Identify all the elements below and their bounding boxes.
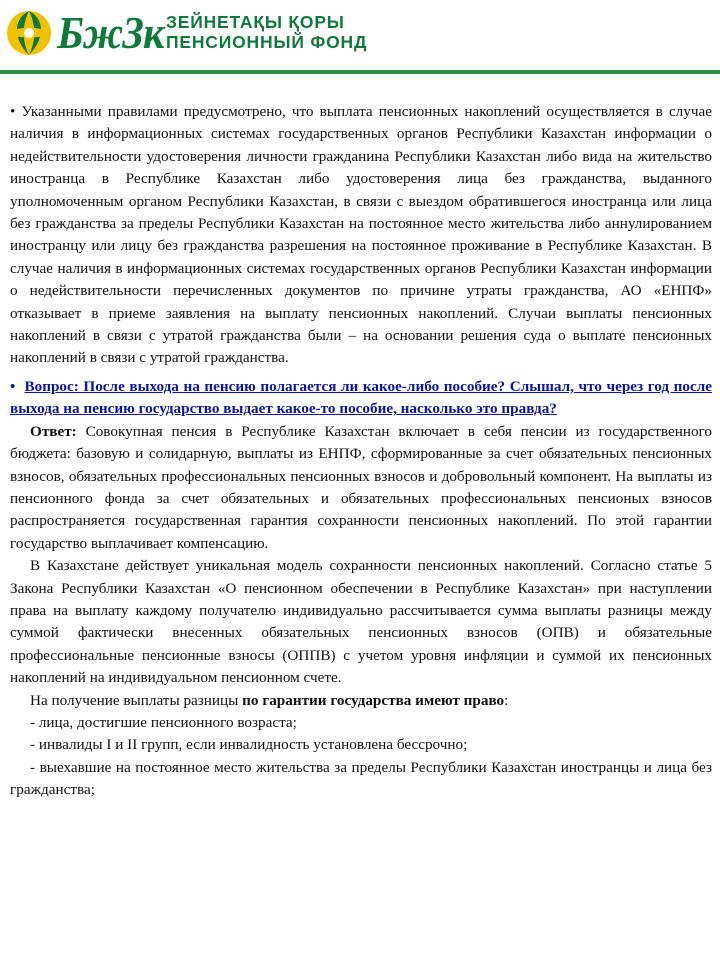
paragraph-rules bbox=[10, 101, 712, 370]
question-paragraph bbox=[10, 376, 712, 421]
logo-emblem-icon bbox=[4, 8, 56, 58]
question-link[interactable]: Вопрос: После выхода на пенсию полагается ли какое-либо пособие? Слышал, что через год после выхода на пенсию государство выдает какое-то пособие, насколько это правда? bbox=[10, 377, 712, 418]
organization-name bbox=[166, 12, 367, 52]
header bbox=[0, 0, 720, 72]
eligibility-text-bold: по гарантии государства имеют право bbox=[242, 691, 505, 709]
eligibility-text-end: : bbox=[504, 691, 509, 709]
org-name-russian: ПЕНСИОННЫЙ ФОНД bbox=[166, 32, 368, 52]
org-name-kazakh: ЗЕЙНЕТАҚЫ ҚОРЫ bbox=[166, 12, 345, 32]
list-item: - лица, достигшие пенсионного возраста; bbox=[30, 713, 297, 731]
list-item: - выехавшие на постоянное место жительства за пределы Республики Казахстан иностранцы и лица без гражданства; bbox=[10, 758, 712, 799]
answer-text: Совокупная пенсия в Республике Казахстан включает в себя пенсии из государственного бюджета: базовую и солидарную, выплаты из ЕНПФ, сформированные за счет обязательных пенсионных взносов, обязательных профессиональных пенсионных взносов и добровольный компонент. На выплаты из пенсионного фонда за счет обязательных и обязательных профессиональных пенсионых взносов распространяется государственная гарантия сохранности пенсионных накоплений. По этой гарантии государство выплачивает компенсацию. bbox=[10, 422, 713, 552]
bullet: • bbox=[10, 377, 25, 395]
paragraph-rules-text: Указанными правилами предусмотрено, что выплата пенсионных накоплений осуществляется в случае наличия в информационных системах государственных органов Республики Казахстан информации о недействительности удостоверения личности гражданина Республики Казахстан либо вида на жительство иностранца в Республике Казахстан либо удостоверения лица без гражданства, выданного уполномоченным органом Республики Казахстан, в связи с выездом обратившегося иностранца или лица без гражданства за пределы Республики Казахстан на постоянное место жительства либо аннулированием иностранцу или лицу без гражданства разрешения на постоянное проживание в Республике Казахстан. В случае наличия в информационных системах государственных органов Республики Казахстан информации о недействительности перечисленных документов по причине утраты гражданства, АО «ЕНПФ» отказывает в приеме заявления на выплату пенсионных накоплений. Случаи выплаты пенсионных накоплений в связи с утратой гражданства были – на основании решения суда о выплате пенсионных накоплений в связи с утратой гражданства. bbox=[10, 103, 712, 367]
paragraph-model: В Казахстане действует уникальная модель сохранности пенсионных накоплений. Согласно статье 5 Закона Республики Казахстан «О пенсионном обеспечении в Республике Казахстан» при наступлении права на выплату каждому получателю индивидуально рассчитывается сумма выплаты разницы между суммой фактически внесенных обязательных пенсионных взносов (ОПВ) и обязательные профессиональные пенсионные взносы (ОППВ) с учетом уровня инфляции и суммой их пенсионных накоплений на индивидуальном пенсионном счете. bbox=[10, 557, 712, 687]
answer-label: Ответ: bbox=[30, 422, 77, 440]
paragraph-eligibility bbox=[10, 690, 712, 712]
list-item: - инвалиды I и II групп, если инвалидность установлена бессрочно; bbox=[30, 736, 468, 754]
logo-wordmark: БжЗк bbox=[57, 7, 164, 58]
header-divider bbox=[0, 70, 720, 74]
document-body bbox=[10, 101, 712, 802]
eligibility-text-start: На получение выплаты разницы bbox=[30, 691, 243, 709]
bullet: • bbox=[10, 103, 22, 120]
answer-paragraph bbox=[10, 421, 712, 555]
